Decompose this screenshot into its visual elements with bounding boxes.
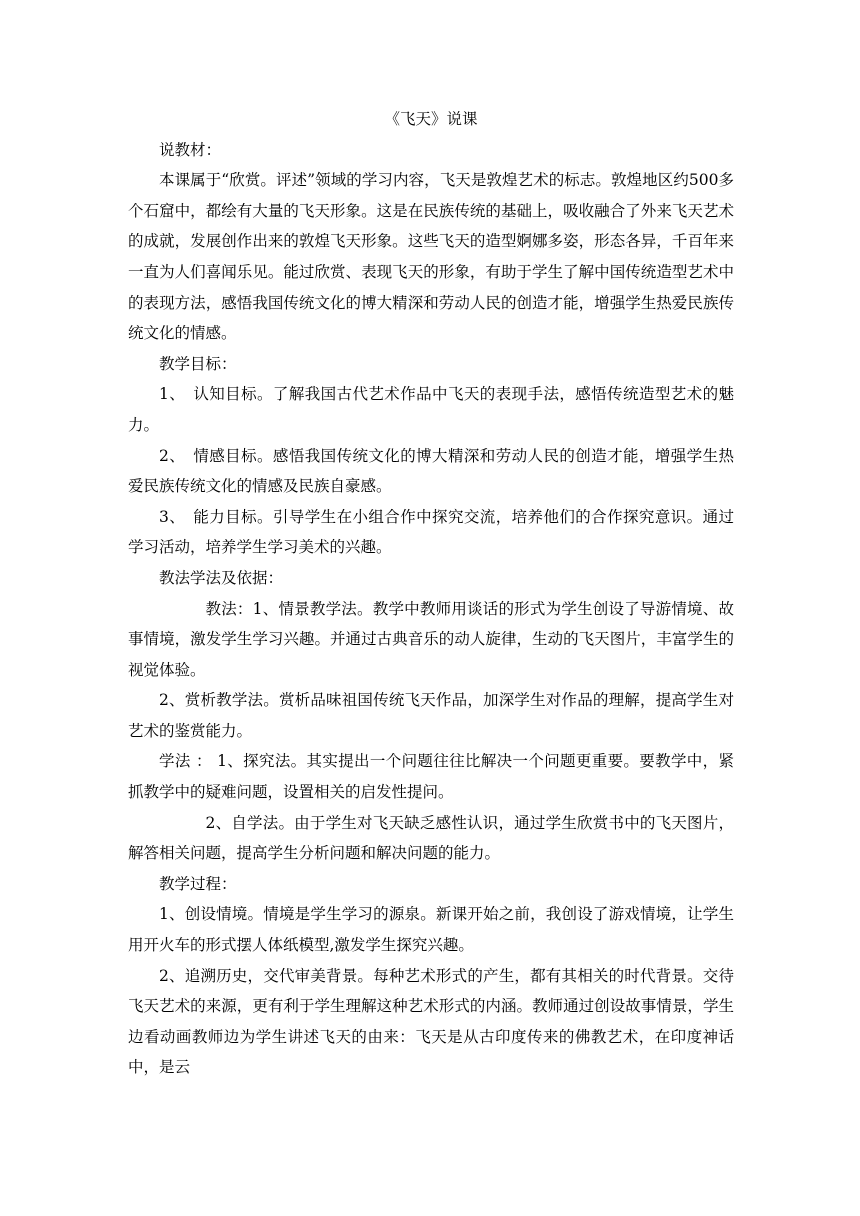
goal-item-emotional: 2、 情感目标。感悟我国传统文化的博大精深和劳动人民的创造才能，增强学生热爱民族传统文化的情感及民族自豪感。 [128,446,734,496]
paragraph-process-1: 1、创设情境。情境是学生学习的源泉。新课开始之前，我创设了游戏情境，让学生用开火车的形式摆人体纸模型,激发学生探究兴趣。 [128,905,734,955]
section-heading-methods: 教法学法及依据： [159,568,284,587]
paragraph-teaching-method-1: 教法：1、情景教学法。教学中教师用谈话的形式为学生创设了导游情境、故事情境，激发学生学习兴趣。并通过古典音乐的动人旋律，生动的飞天图片，丰富学生的视觉体验。 [128,599,734,679]
paragraph-textbook-description: 本课属于“欣赏。评述”领域的学习内容，飞天是敦煌艺术的标志。敦煌地区约500多个石窟中，都绘有大量的飞天形象。这是在民族传统的基础上，吸收融合了外来飞天艺术的成就，发展创作出来的敦煌飞天形象。这些飞天的造型婀娜多姿，形态各异，千百年来一直为人们喜闻乐见。能过欣赏、表现飞天的形象，有助于学生了解中国传统造型艺术中的表现方法，感悟我国传统文化的博大精深和劳动人民的创造才能，增强学生热爱民族传统文化的情感。 [128,171,734,343]
goal-item-ability: 3、 能力目标。引导学生在小组合作中探究交流，培养他们的合作探究意识。通过学习活动，培养学生学习美术的兴趣。 [128,507,734,557]
section-heading-teaching-goals: 教学目标： [159,354,237,373]
paragraph-process-2: 2、追溯历史，交代审美背景。每种艺术形式的产生，都有其相关的时代背景。交待飞天艺术的来源，更有利于学生理解这种艺术形式的内涵。教师通过创设故事情景，学生边看动画教师边为学生讲述飞天的由来：飞天是从古印度传来的佛教艺术，在印度神话中，是云 [128,966,734,1077]
paragraph-teaching-method-2: 2、赏析教学法。赏析品味祖国传统飞天作品，加深学生对作品的理解，提高学生对艺术的鉴赏能力。 [128,691,734,740]
document-title: 《飞天》说课 [384,110,478,128]
paragraph-learning-method-2: 2、自学法。由于学生对飞天缺乏感性认识，通过学生欣赏书中的飞天图片，解答相关问题，提高学生分析问题和解决问题的能力。 [128,813,734,863]
section-heading-process: 教学过程： [159,874,237,893]
section-heading-textbook: 说教材： [159,140,222,159]
goal-item-cognitive: 1、 认知目标。了解我国古代艺术作品中飞天的表现手法，感悟传统造型艺术的魅力。 [128,385,734,434]
paragraph-learning-method-1: 学法 ： 1、探究法。其实提出一个问题往往比解决一个问题更重要。要教学中，紧抓教学中的疑难问题，设置相关的启发性提问。 [128,752,734,802]
document-body [128,104,734,1083]
